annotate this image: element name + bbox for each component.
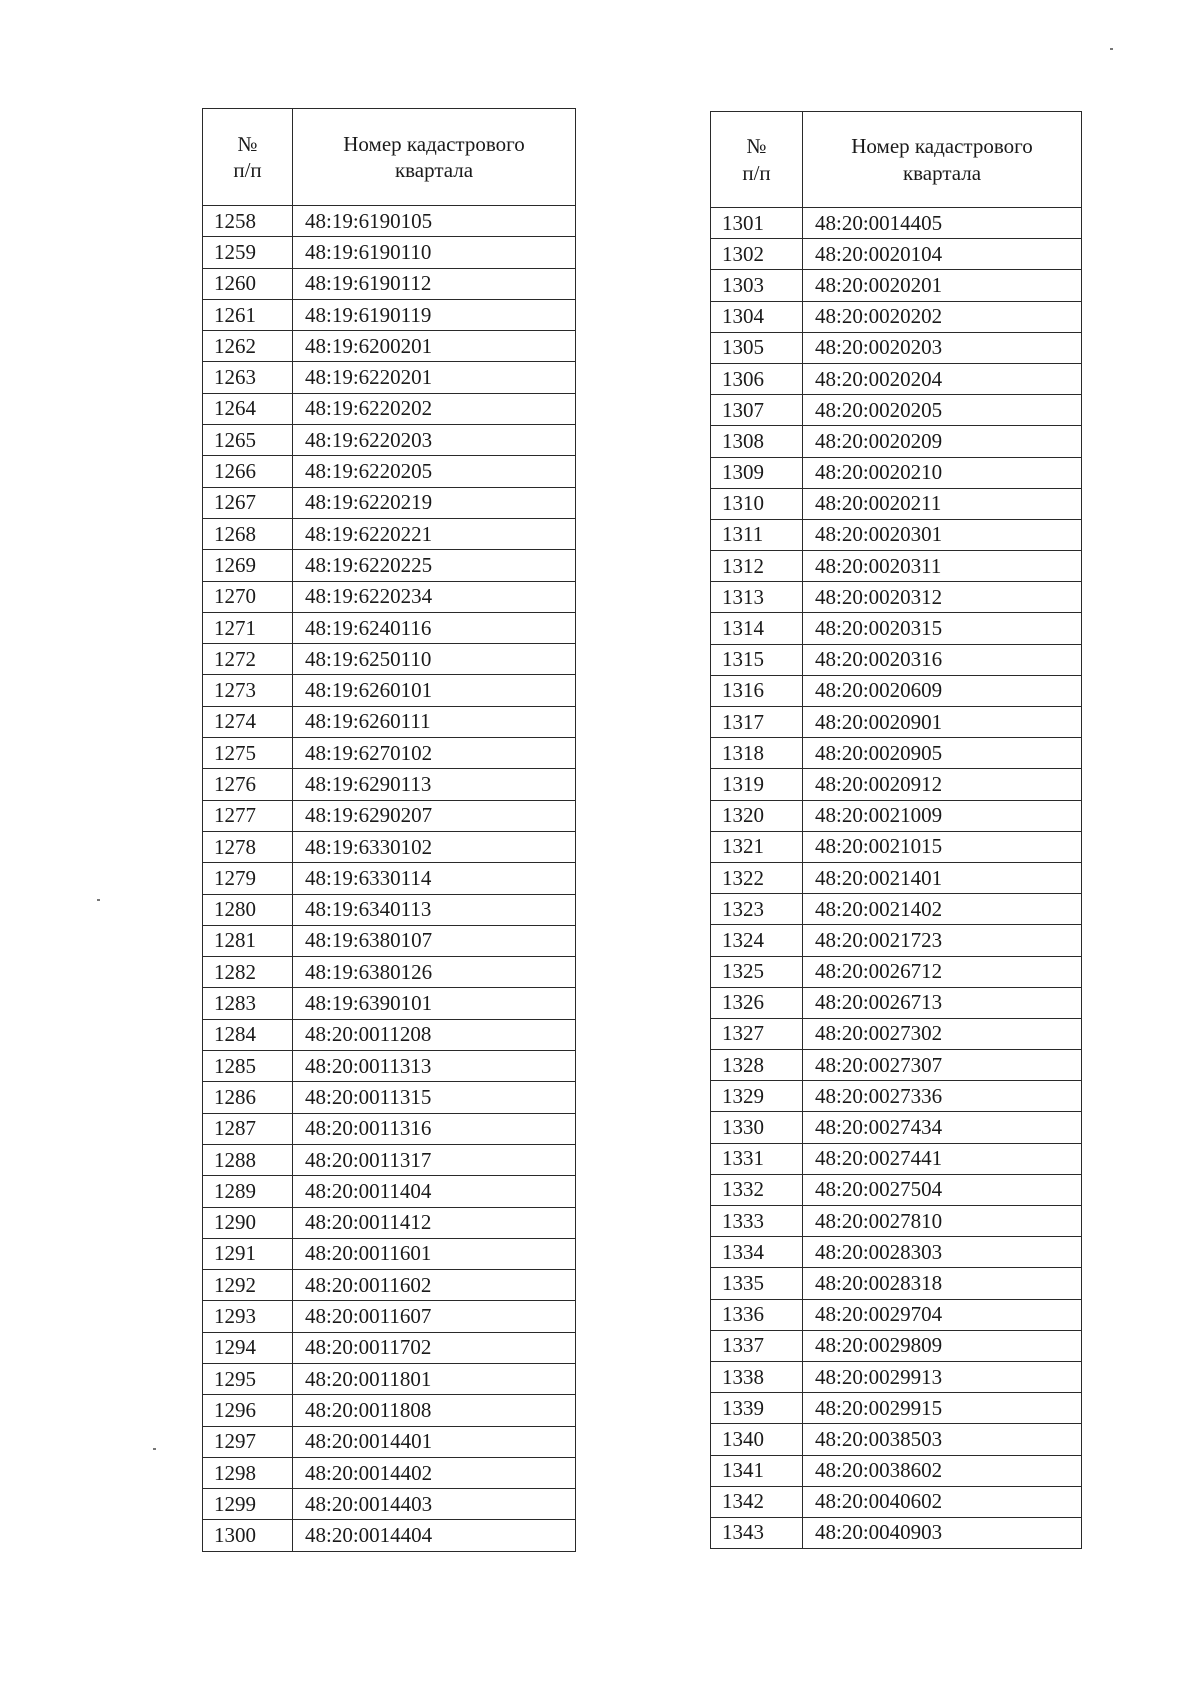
table-row [203, 738, 576, 769]
row-number-cell: 1320 [711, 800, 803, 831]
cadastral-number-cell: 48:20:0020311 [803, 551, 1082, 582]
row-number-cell: 1258 [203, 206, 293, 237]
table-row [203, 237, 576, 268]
row-number-cell: 1331 [711, 1143, 803, 1174]
table-row [203, 456, 576, 487]
cadastral-number-cell: 48:20:0011607 [293, 1301, 576, 1332]
row-number-cell: 1297 [203, 1426, 293, 1457]
row-number-cell: 1311 [711, 519, 803, 550]
cadastral-number-cell: 48:19:6290113 [293, 769, 576, 800]
table-row [203, 1363, 576, 1394]
cadastral-number-cell: 48:20:0011801 [293, 1363, 576, 1394]
row-number-cell: 1295 [203, 1363, 293, 1394]
table-row [203, 1489, 576, 1520]
row-number-cell: 1322 [711, 862, 803, 893]
table-row [203, 393, 576, 424]
table-row [711, 1237, 1082, 1268]
cadastral-number-cell: 48:20:0027810 [803, 1206, 1082, 1237]
table-row [711, 769, 1082, 800]
table-row [711, 800, 1082, 831]
row-number-cell: 1321 [711, 831, 803, 862]
row-number-cell: 1340 [711, 1424, 803, 1455]
cadastral-number-cell: 48:20:0011412 [293, 1207, 576, 1238]
table-row [711, 332, 1082, 363]
table-row [711, 613, 1082, 644]
row-number-cell: 1274 [203, 706, 293, 737]
row-number-cell: 1317 [711, 707, 803, 738]
cadastral-number-cell: 48:20:0038503 [803, 1424, 1082, 1455]
cadastral-number-cell: 48:20:0020316 [803, 644, 1082, 675]
table-row [203, 487, 576, 518]
table-row [203, 1113, 576, 1144]
cadastral-number-cell: 48:20:0020205 [803, 395, 1082, 426]
table-row [203, 1176, 576, 1207]
row-number-cell: 1332 [711, 1174, 803, 1205]
table-row [711, 956, 1082, 987]
cadastral-number-cell: 48:20:0020901 [803, 707, 1082, 738]
row-number-cell: 1276 [203, 769, 293, 800]
cadastral-number-cell: 48:19:6200201 [293, 331, 576, 362]
table-row [203, 1457, 576, 1488]
row-number-cell: 1283 [203, 988, 293, 1019]
cadastral-number-cell: 48:20:0014402 [293, 1457, 576, 1488]
cadastral-number-cell: 48:20:0020609 [803, 675, 1082, 706]
cadastral-number-cell: 48:20:0020912 [803, 769, 1082, 800]
cadastral-number-cell: 48:20:0011313 [293, 1051, 576, 1082]
table-row [711, 457, 1082, 488]
row-number-cell: 1261 [203, 299, 293, 330]
row-number-cell: 1268 [203, 518, 293, 549]
table-row [711, 644, 1082, 675]
cadastral-number-cell: 48:20:0027441 [803, 1143, 1082, 1174]
table-row [711, 894, 1082, 925]
cadastral-number-cell: 48:20:0040602 [803, 1486, 1082, 1517]
cadastral-number-cell: 48:19:6330102 [293, 831, 576, 862]
row-number-cell: 1339 [711, 1393, 803, 1424]
cadastral-number-cell: 48:20:0028303 [803, 1237, 1082, 1268]
row-number-cell: 1324 [711, 925, 803, 956]
table-row [711, 1206, 1082, 1237]
row-number-cell: 1263 [203, 362, 293, 393]
cadastral-table-left [202, 108, 576, 1552]
cadastral-number-cell: 48:20:0014405 [803, 208, 1082, 239]
table-row [203, 925, 576, 956]
scan-speck [153, 1448, 156, 1450]
row-number-cell: 1275 [203, 738, 293, 769]
row-number-cell: 1294 [203, 1332, 293, 1363]
table-row [711, 862, 1082, 893]
table-row [711, 395, 1082, 426]
cadastral-number-cell: 48:20:0011317 [293, 1144, 576, 1175]
table-row [711, 363, 1082, 394]
cadastral-number-cell: 48:19:6190110 [293, 237, 576, 268]
row-number-cell: 1315 [711, 644, 803, 675]
cadastral-number-cell: 48:20:0027504 [803, 1174, 1082, 1205]
header-number: № п/п [203, 109, 293, 206]
table-row [711, 1424, 1082, 1455]
cadastral-number-cell: 48:20:0021015 [803, 831, 1082, 862]
table-row [203, 644, 576, 675]
cadastral-number-cell: 48:20:0011315 [293, 1082, 576, 1113]
scan-speck [97, 899, 100, 901]
table-row [203, 1082, 576, 1113]
row-number-cell: 1337 [711, 1330, 803, 1361]
table-row [711, 426, 1082, 457]
cadastral-number-cell: 48:20:0020312 [803, 582, 1082, 613]
row-number-cell: 1323 [711, 894, 803, 925]
table-row [711, 582, 1082, 613]
row-number-cell: 1260 [203, 268, 293, 299]
table-row [203, 518, 576, 549]
cadastral-number-cell: 48:19:6220225 [293, 550, 576, 581]
cadastral-number-cell: 48:20:0020905 [803, 738, 1082, 769]
row-number-cell: 1272 [203, 644, 293, 675]
table-row [203, 1395, 576, 1426]
table-row [203, 1019, 576, 1050]
table-row [711, 1112, 1082, 1143]
cadastral-number-cell: 48:19:6340113 [293, 894, 576, 925]
table-row [203, 769, 576, 800]
header-cadastral-number: Номер кадастрового квартала [293, 109, 576, 206]
table-row [711, 1050, 1082, 1081]
row-number-cell: 1327 [711, 1018, 803, 1049]
row-number-cell: 1336 [711, 1299, 803, 1330]
table-row [203, 425, 576, 456]
table-row [711, 831, 1082, 862]
row-number-cell: 1316 [711, 675, 803, 706]
table-row [203, 331, 576, 362]
row-number-cell: 1312 [711, 551, 803, 582]
table-row [203, 268, 576, 299]
row-number-cell: 1284 [203, 1019, 293, 1050]
cadastral-number-cell: 48:20:0011702 [293, 1332, 576, 1363]
row-number-cell: 1278 [203, 831, 293, 862]
row-number-cell: 1262 [203, 331, 293, 362]
cadastral-number-cell: 48:20:0011208 [293, 1019, 576, 1050]
table-row [203, 675, 576, 706]
cadastral-number-cell: 48:19:6220221 [293, 518, 576, 549]
row-number-cell: 1264 [203, 393, 293, 424]
table-row [711, 1361, 1082, 1392]
cadastral-number-cell: 48:20:0020315 [803, 613, 1082, 644]
row-number-cell: 1343 [711, 1517, 803, 1548]
cadastral-number-cell: 48:19:6220201 [293, 362, 576, 393]
header-cadastral-number: Номер кадастрового квартала [803, 112, 1082, 208]
table-row [711, 925, 1082, 956]
table-body [711, 208, 1082, 1549]
table-row [711, 1143, 1082, 1174]
cadastral-number-cell: 48:20:0020301 [803, 519, 1082, 550]
row-number-cell: 1342 [711, 1486, 803, 1517]
row-number-cell: 1282 [203, 957, 293, 988]
row-number-cell: 1318 [711, 738, 803, 769]
row-number-cell: 1281 [203, 925, 293, 956]
row-number-cell: 1306 [711, 363, 803, 394]
cadastral-number-cell: 48:20:0026712 [803, 956, 1082, 987]
cadastral-number-cell: 48:19:6190119 [293, 299, 576, 330]
table-row [203, 362, 576, 393]
table-row [711, 738, 1082, 769]
cadastral-table-right [710, 111, 1082, 1549]
cadastral-number-cell: 48:19:6390101 [293, 988, 576, 1019]
table-row [203, 612, 576, 643]
row-number-cell: 1305 [711, 332, 803, 363]
cadastral-number-cell: 48:19:6240116 [293, 612, 576, 643]
row-number-cell: 1293 [203, 1301, 293, 1332]
row-number-cell: 1289 [203, 1176, 293, 1207]
table-row [203, 863, 576, 894]
cadastral-number-cell: 48:20:0021009 [803, 800, 1082, 831]
cadastral-number-cell: 48:19:6290207 [293, 800, 576, 831]
table-row [203, 206, 576, 237]
row-number-cell: 1314 [711, 613, 803, 644]
cadastral-number-cell: 48:20:0014401 [293, 1426, 576, 1457]
cadastral-number-cell: 48:20:0026713 [803, 987, 1082, 1018]
table-row [203, 957, 576, 988]
table-row [203, 1301, 576, 1332]
table-row [711, 1486, 1082, 1517]
cadastral-number-cell: 48:20:0011404 [293, 1176, 576, 1207]
table-row [711, 519, 1082, 550]
cadastral-number-cell: 48:19:6220205 [293, 456, 576, 487]
table-row [711, 1299, 1082, 1330]
row-number-cell: 1335 [711, 1268, 803, 1299]
row-number-cell: 1319 [711, 769, 803, 800]
row-number-cell: 1302 [711, 239, 803, 270]
row-number-cell: 1307 [711, 395, 803, 426]
row-number-cell: 1308 [711, 426, 803, 457]
row-number-cell: 1329 [711, 1081, 803, 1112]
cadastral-number-cell: 48:20:0029913 [803, 1361, 1082, 1392]
table-row [203, 1270, 576, 1301]
cadastral-number-cell: 48:20:0011316 [293, 1113, 576, 1144]
table-row [203, 800, 576, 831]
table-row [711, 239, 1082, 270]
cadastral-number-cell: 48:19:6330114 [293, 863, 576, 894]
cadastral-number-cell: 48:20:0021402 [803, 894, 1082, 925]
table-row [203, 1238, 576, 1269]
cadastral-number-cell: 48:19:6220234 [293, 581, 576, 612]
row-number-cell: 1313 [711, 582, 803, 613]
table-row [711, 1268, 1082, 1299]
cadastral-number-cell: 48:20:0011602 [293, 1270, 576, 1301]
row-number-cell: 1288 [203, 1144, 293, 1175]
table-row [711, 1455, 1082, 1486]
row-number-cell: 1287 [203, 1113, 293, 1144]
cadastral-number-cell: 48:20:0040903 [803, 1517, 1082, 1548]
cadastral-number-cell: 48:20:0011601 [293, 1238, 576, 1269]
row-number-cell: 1285 [203, 1051, 293, 1082]
row-number-cell: 1309 [711, 457, 803, 488]
table-header-row [203, 109, 576, 206]
row-number-cell: 1292 [203, 1270, 293, 1301]
table-row [203, 299, 576, 330]
cadastral-number-cell: 48:20:0027302 [803, 1018, 1082, 1049]
cadastral-number-cell: 48:19:6190112 [293, 268, 576, 299]
cadastral-number-cell: 48:20:0027336 [803, 1081, 1082, 1112]
table-row [203, 1332, 576, 1363]
row-number-cell: 1265 [203, 425, 293, 456]
table-row [203, 894, 576, 925]
cadastral-number-cell: 48:19:6250110 [293, 644, 576, 675]
cadastral-number-cell: 48:19:6220219 [293, 487, 576, 518]
table-row [711, 675, 1082, 706]
table-row [203, 1426, 576, 1457]
table-row [711, 208, 1082, 239]
cadastral-number-cell: 48:19:6220202 [293, 393, 576, 424]
cadastral-number-cell: 48:20:0020104 [803, 239, 1082, 270]
table-row [203, 1144, 576, 1175]
row-number-cell: 1301 [711, 208, 803, 239]
table-row [711, 270, 1082, 301]
table-row [711, 1330, 1082, 1361]
table-row [711, 1517, 1082, 1548]
row-number-cell: 1279 [203, 863, 293, 894]
cadastral-number-cell: 48:20:0020209 [803, 426, 1082, 457]
cadastral-number-cell: 48:20:0028318 [803, 1268, 1082, 1299]
cadastral-number-cell: 48:20:0020203 [803, 332, 1082, 363]
row-number-cell: 1298 [203, 1457, 293, 1488]
table-row [203, 1051, 576, 1082]
row-number-cell: 1280 [203, 894, 293, 925]
cadastral-number-cell: 48:19:6190105 [293, 206, 576, 237]
row-number-cell: 1266 [203, 456, 293, 487]
table-row [711, 1081, 1082, 1112]
table-row [203, 1520, 576, 1551]
table-row [203, 988, 576, 1019]
cadastral-number-cell: 48:20:0027434 [803, 1112, 1082, 1143]
cadastral-number-cell: 48:20:0021401 [803, 862, 1082, 893]
row-number-cell: 1330 [711, 1112, 803, 1143]
row-number-cell: 1290 [203, 1207, 293, 1238]
table-row [711, 1174, 1082, 1205]
row-number-cell: 1267 [203, 487, 293, 518]
header-number: № п/п [711, 112, 803, 208]
table-row [711, 551, 1082, 582]
row-number-cell: 1326 [711, 987, 803, 1018]
row-number-cell: 1273 [203, 675, 293, 706]
scan-speck [1110, 48, 1113, 50]
cadastral-number-cell: 48:20:0014403 [293, 1489, 576, 1520]
cadastral-number-cell: 48:20:0029809 [803, 1330, 1082, 1361]
table-row [203, 581, 576, 612]
cadastral-number-cell: 48:19:6260101 [293, 675, 576, 706]
cadastral-number-cell: 48:19:6220203 [293, 425, 576, 456]
row-number-cell: 1299 [203, 1489, 293, 1520]
cadastral-number-cell: 48:20:0011808 [293, 1395, 576, 1426]
row-number-cell: 1277 [203, 800, 293, 831]
cadastral-number-cell: 48:20:0020204 [803, 363, 1082, 394]
row-number-cell: 1296 [203, 1395, 293, 1426]
row-number-cell: 1286 [203, 1082, 293, 1113]
cadastral-number-cell: 48:20:0027307 [803, 1050, 1082, 1081]
row-number-cell: 1325 [711, 956, 803, 987]
table-row [711, 987, 1082, 1018]
row-number-cell: 1300 [203, 1520, 293, 1551]
table-row [711, 707, 1082, 738]
table-row [203, 550, 576, 581]
row-number-cell: 1304 [711, 301, 803, 332]
cadastral-number-cell: 48:20:0038602 [803, 1455, 1082, 1486]
cadastral-number-cell: 48:20:0029915 [803, 1393, 1082, 1424]
row-number-cell: 1341 [711, 1455, 803, 1486]
cadastral-number-cell: 48:20:0029704 [803, 1299, 1082, 1330]
cadastral-number-cell: 48:19:6380126 [293, 957, 576, 988]
table-row [711, 1018, 1082, 1049]
table-row [711, 1393, 1082, 1424]
cadastral-number-cell: 48:20:0020210 [803, 457, 1082, 488]
row-number-cell: 1328 [711, 1050, 803, 1081]
table-row [203, 831, 576, 862]
cadastral-number-cell: 48:20:0020201 [803, 270, 1082, 301]
row-number-cell: 1333 [711, 1206, 803, 1237]
table-row [203, 1207, 576, 1238]
table-row [711, 301, 1082, 332]
cadastral-number-cell: 48:20:0014404 [293, 1520, 576, 1551]
row-number-cell: 1269 [203, 550, 293, 581]
row-number-cell: 1303 [711, 270, 803, 301]
row-number-cell: 1310 [711, 488, 803, 519]
cadastral-number-cell: 48:20:0020202 [803, 301, 1082, 332]
row-number-cell: 1271 [203, 612, 293, 643]
row-number-cell: 1334 [711, 1237, 803, 1268]
table-header-row [711, 112, 1082, 208]
cadastral-number-cell: 48:19:6380107 [293, 925, 576, 956]
table-row [203, 706, 576, 737]
row-number-cell: 1270 [203, 581, 293, 612]
row-number-cell: 1338 [711, 1361, 803, 1392]
table-row [711, 488, 1082, 519]
row-number-cell: 1291 [203, 1238, 293, 1269]
row-number-cell: 1259 [203, 237, 293, 268]
table-body [203, 206, 576, 1552]
cadastral-number-cell: 48:19:6270102 [293, 738, 576, 769]
cadastral-number-cell: 48:20:0021723 [803, 925, 1082, 956]
cadastral-number-cell: 48:19:6260111 [293, 706, 576, 737]
cadastral-number-cell: 48:20:0020211 [803, 488, 1082, 519]
